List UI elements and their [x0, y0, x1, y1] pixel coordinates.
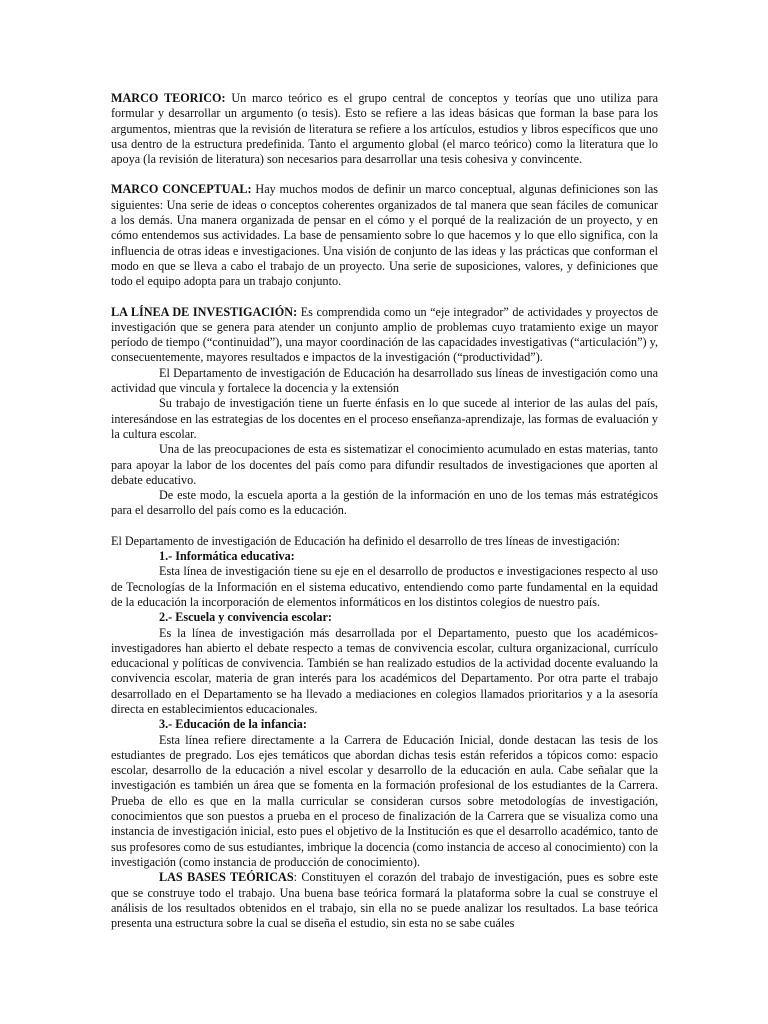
marco-teorico-title: MARCO TEORICO: — [111, 91, 226, 105]
lineas-intro: El Departamento de investigación de Educación ha definido el desarrollo de tres líneas de investigación: — [111, 533, 620, 548]
linea-text: Es comprendida como un “eje integrador” de actividades y proyectos de investigación que se genera para atender un conjunto amplio de problemas cuyo tratamiento exige un mayor período de tiempo (“continuidad”), una mayor coordinación de las capacidades investigativas (“articulación”) y, consecuentemente, mayores resultados e impactos de la investigación (“productividad”). — [111, 304, 658, 365]
linea-paragraph-4: De este modo, la escuela aporta a la gestión de la información en uno de los temas más estratégicos para el desarrollo del país como es la educación. — [111, 488, 658, 518]
bases-paragraph — [111, 870, 658, 931]
marco-conceptual-text: Hay muchos modos de definir un marco conceptual, algunas definiciones son las siguientes: Una serie de ideas o conceptos coherentes organizados de tal manera que sean fáciles de comunicar a los demás. Una manera organizada de pensar en el cómo y el porqué de la realización de un proyecto, y en cómo entendemos sus actividades. La base de pensamiento sobre lo que hacemos y lo que ello significa, con la influencia de otras ideas e investigaciones. Una visión de conjunto de las ideas y las prácticas que conforman el modo en que se lleva a cabo el trabajo de un proyecto. Una serie de suposiciones, valores, y definiciones que todo el equipo adopta para un trabajo conjunto. — [111, 182, 658, 289]
linea-paragraph-1: El Departamento de investigación de Educación ha desarrollado sus líneas de investigación como una actividad que vincula y fortalece la docencia y la extensión — [111, 365, 658, 396]
linea-paragraph-3: Una de las preocupaciones de esta es sistematizar el conocimiento acumulado en estas materias, tanto para apoyar la labor de los docentes del país como para difundir resultados de investigaciones que aporten al debate educativo. — [111, 442, 658, 487]
linea-title: LA LÍNEA DE INVESTIGACIÓN: — [111, 304, 298, 319]
linea-2-title: 2.- Escuela y convivencia escolar: — [159, 610, 332, 625]
linea-1-text: Esta línea de investigación tiene su eje en el desarrollo de productos e investigaciones respecto al uso de Tecnologías de la Información en el sistema educativo, entendiendo como parte fundamental en la equidad de la educación la incorporación de elementos informáticos en los distintos colegios de nuestro país. — [111, 564, 658, 609]
linea-1-title: 1.- Informática educativa: — [159, 549, 295, 564]
linea-3-text: Esta línea refiere directamente a la Carrera de Educación Inicial, donde destacan las tesis de los estudiantes de pregrado. Los ejes temáticos que abordan dichas tesis están referidos a tópicos como: espacio escolar, desarrollo de la educación a nivel escolar y desarrollo de la educación en aula. Cabe señalar que la investigación es también un área que se fomenta en la formación profesional de los estudiantes de la Carrera. Prueba de ello es que en la malla curricular se consideran cursos sobre metodologías de investigación, conocimientos que son puestos a prueba en el proceso de finalización de la Carrera que se visualiza como una instancia de investigación inicial, esto pues el objetivo de la Institución es que el desarrollo académico, tanto de sus profesores como de sus estudiantes, imbrique la docencia (como instancia de acceso al conocimiento) con la investigación (como instancia de producción de conocimiento). — [111, 732, 658, 869]
linea-2-text: Es la línea de investigación más desarrollada por el Departamento, puesto que los académicos-investigadores han abierto el debate respecto a temas de convivencia escolar, cultura organizacional, currículo educacional y políticas de convivencia. También se han realizado estudios de la actividad docente evaluando la convivencia escolar, materia de gran interés para los académicos del Departamento. Por otra parte el trabajo desarrollado en el Departamento se ha llevado a mediaciones en colegios llamados prioritarios y a la asesoría directa en establecimientos educacionales. — [111, 625, 658, 716]
bases-title: LAS BASES TEÓRICAS — [159, 870, 294, 885]
document-body — [111, 91, 658, 931]
marco-conceptual-title: MARCO CONCEPTUAL: — [111, 182, 252, 197]
marco-conceptual-paragraph — [111, 182, 658, 289]
marco-teorico-text: Un marco teórico es el grupo central de conceptos y teorías que uno utiliza para formular y desarrollar un argumento (o tesis). Esto se refiere a las ideas básicas que forman la base para los argumentos, mientras que la revisión de literatura se refiere a los artículos, estudios y libros específicos que uno usa dentro de la estructura predefinida. Tanto el argumento global (el marco teórico) como la literatura que lo apoya (la revisión de literatura) son necesarios para desarrollar una tesis cohesiva y convincente. — [111, 91, 658, 167]
linea-3-title: 3.- Educación de la infancia: — [159, 717, 307, 732]
bases-text: : Constituyen el corazón del trabajo de investigación, pues es sobre este que se construye todo el trabajo. Una buena base teórica formará la plataforma sobre la cual se construye el análisis de los resultados obtenidos en el trabajo, sin ella no se puede analizar los resultados. La base teórica presenta una estructura sobre la cual se diseña el estudio, sin esta no se sabe cuáles — [111, 870, 658, 931]
linea-paragraph-2: Su trabajo de investigación tiene un fuerte énfasis en lo que sucede al interior de las aulas del país, interesándose en las estrategias de los docentes en el proceso enseñanza-aprendizaje, las formas de evaluación y la cultura escolar. — [111, 396, 658, 441]
linea-paragraph — [111, 305, 658, 366]
marco-teorico-paragraph — [111, 91, 658, 167]
